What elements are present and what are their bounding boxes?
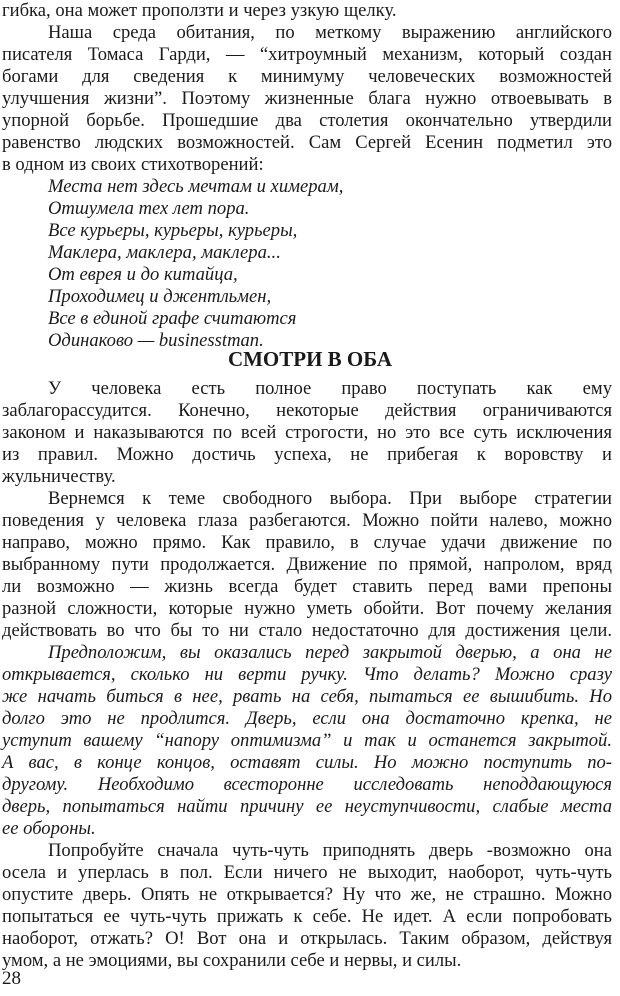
text-line: Предположим, вы оказались перед закрытой дверью, а она не: [48, 642, 612, 663]
text-line: ли возможно — жизнь всегда будет ставить перед вами препоны: [2, 576, 612, 597]
text-line: писателя Томаса Гарди, — “хитроумный механизм, который создан: [2, 44, 612, 65]
text-line: осела и уперлась в пол. Если ничего не выходит, наоборот, чуть-чуть: [2, 862, 612, 883]
text-line: направо, можно прямо. Как правило, в случае удачи движение по: [2, 532, 612, 553]
text-line: У человека есть полное право поступать как ему: [48, 378, 612, 399]
text-line: опустите дверь. Опять не открывается? Ну что же, не страшно. Можно: [2, 884, 612, 905]
text-line: богами для сведения к минимуму человеческих возможностей: [2, 66, 612, 87]
text-line: ее обороны.: [2, 818, 96, 839]
text-line: равенство людских возможностей. Сам Сергей Есенин подметил это: [2, 132, 612, 153]
poem-line: Отшумела тех лет пора.: [48, 198, 250, 219]
text-line: выбранному пути продолжается. Движение по прямой, напролом, вряд: [2, 554, 612, 575]
text-line: в одном из своих стихотворений:: [2, 154, 264, 175]
text-line: наоборот, отжать? О! Вот она и открылась. Таким образом, действуя: [2, 928, 612, 949]
section-heading: СМОТРИ В ОБА: [227, 347, 393, 371]
text-line: же начать биться в нее, рвать на себя, пытаться ее вышибить. Но: [2, 686, 612, 707]
text-line: поведения у человека глаза разбегаются. Можно пойти налево, можно: [2, 510, 612, 531]
text-line: упорной борьбе. Прошедшие два столетия окончательно утвердили: [2, 110, 612, 131]
page-number: 28: [2, 968, 21, 989]
text-line: другому. Необходимо всесторонне исследовать неподдающуюся: [2, 774, 612, 795]
text-line: дверь, попытаться найти причину ее неуступчивости, слабые места: [2, 796, 612, 817]
text-line: А вас, в конце концов, оставят силы. Но можно поступить по-: [2, 752, 612, 773]
text-line: Вернемся к теме свободного выбора. При выборе стратегии: [48, 488, 612, 509]
text-line: долго это не продлится. Дверь, если она достаточно крепка, не: [2, 708, 612, 729]
text-line: законом и наказываются по всей строгости, но это все суть исключения: [2, 422, 612, 443]
poem-line: Маклера, маклера, маклера...: [48, 242, 281, 263]
poem-line: Места нет здесь мечтам и химерам,: [48, 176, 344, 197]
poem-line: От еврея и до китайца,: [48, 264, 238, 285]
text-line: Наша среда обитания, по меткому выражению английского: [48, 22, 612, 43]
text-line: жульничеству.: [2, 466, 116, 487]
poem-line: Проходимец и джентльмен,: [48, 286, 272, 307]
text-line: разной сложности, которые нужно уметь обойти. Вот почему желания: [2, 598, 612, 619]
poem-line: Все в единой графе считаются: [48, 308, 297, 329]
poem-line: Все курьеры, курьеры, курьеры,: [48, 220, 298, 241]
poem-line: Одинаково — businesstman.: [48, 330, 264, 351]
text-line: умом, а не эмоциями, вы сохранили себе и нервы, и силы.: [2, 950, 462, 971]
text-line: действовать во что бы то ни стало недостаточно для достижения цели.: [2, 620, 612, 641]
text-line: из правил. Можно достичь успеха, не прибегая к воровству и: [2, 444, 612, 465]
text-line: Попробуйте сначала чуть-чуть приподнять дверь -возможно она: [48, 840, 612, 861]
text-line: открывается, сколько ни верти ручку. Что делать? Можно сразу: [2, 664, 612, 685]
text-line: гибка, она может проползти и через узкую щелку.: [2, 0, 397, 21]
text-line: заблагорассудится. Конечно, некоторые действия ограничиваются: [2, 400, 612, 421]
text-line: уступит вашему “напору оптимизма” и так и останется закрытой.: [2, 730, 612, 751]
text-line: попытаться ее чуть-чуть прижать к себе. Не идет. А если попробовать: [2, 906, 612, 927]
text-line: улучшения жизни”. Поэтому жизненные блага нужно отвоевывать в: [2, 88, 612, 109]
